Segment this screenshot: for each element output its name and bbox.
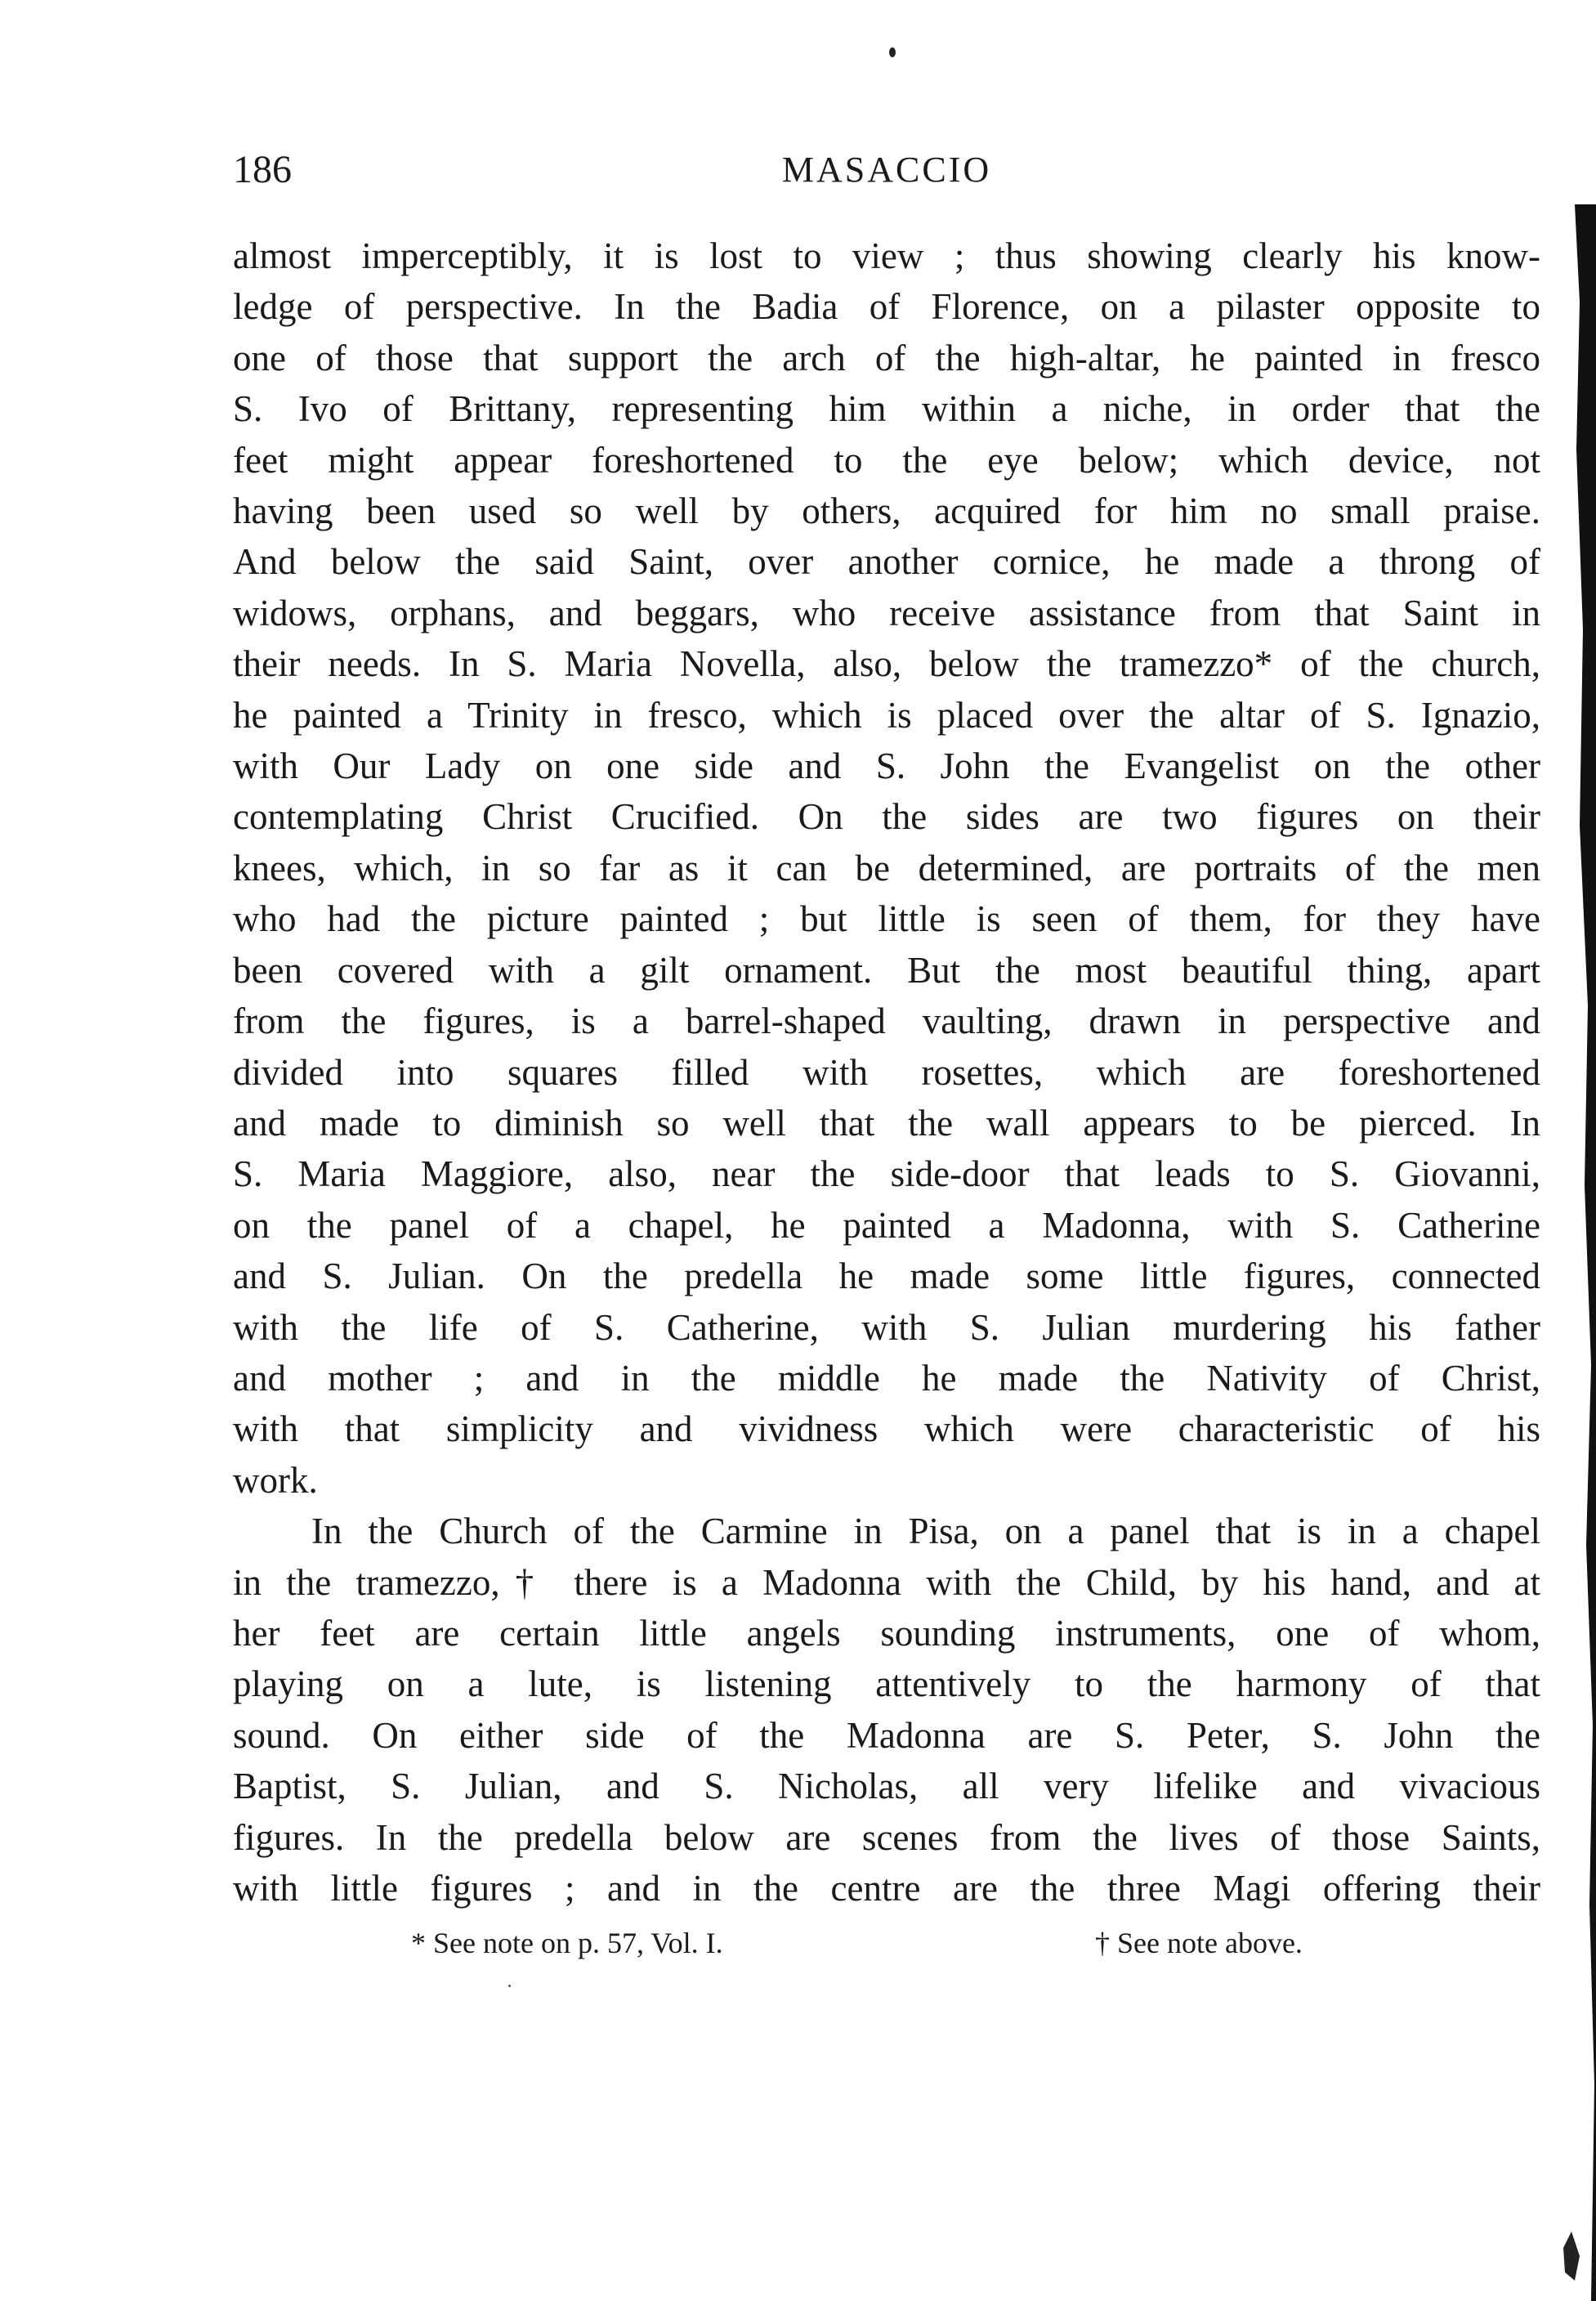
text-line: knees, which, in so far as it can be determined, are portraits of the men bbox=[233, 847, 1540, 889]
paragraph bbox=[233, 1506, 1540, 1914]
text-line: he painted a Trinity in fresco, which is placed over the altar of S. Ignazio, bbox=[233, 694, 1540, 736]
body-text bbox=[233, 231, 1540, 1914]
text-line: feet might appear foreshortened to the eye below; which device, not bbox=[233, 439, 1540, 481]
text-line: having been used so well by others, acquired for him no small praise. bbox=[233, 490, 1540, 532]
text-line: ledge of perspective. In the Badia of Florence, on a pilaster opposite to bbox=[233, 286, 1540, 328]
text-line: with the life of S. Catherine, with S. Julian murdering his father bbox=[233, 1306, 1540, 1348]
text-line: S. Maria Maggiore, also, near the side-door that leads to S. Giovanni, bbox=[233, 1153, 1540, 1195]
running-head bbox=[233, 145, 1540, 195]
text-line: Baptist, S. Julian, and S. Nicholas, all very lifelike and vivacious bbox=[233, 1766, 1540, 1807]
text-line: one of those that support the arch of the high-altar, he painted in fresco bbox=[233, 337, 1540, 378]
ink-speck bbox=[889, 47, 896, 57]
text-line: S. Ivo of Brittany, representing him within a niche, in order that the bbox=[233, 388, 1540, 430]
text-line: on the panel of a chapel, he painted a Madonna, with S. Catherine bbox=[233, 1204, 1540, 1246]
text-line: their needs. In S. Maria Novella, also, below the tramezzo* of the church, bbox=[233, 643, 1540, 685]
text-line: work. bbox=[233, 1459, 318, 1501]
footnotes bbox=[233, 1923, 1540, 1963]
text-line: and made to diminish so well that the wall appears to be pierced. In bbox=[233, 1102, 1540, 1144]
text-line: sound. On either side of the Madonna are S. Peter, S. John the bbox=[233, 1714, 1540, 1756]
text-line: playing on a lute, is listening attentively to the harmony of that bbox=[233, 1663, 1540, 1705]
text-line: widows, orphans, and beggars, who receive assistance from that Saint in bbox=[233, 592, 1540, 633]
text-line: been covered with a gilt ornament. But the most beautiful thing, apart bbox=[233, 949, 1540, 991]
text-line: with little figures ; and in the centre are the three Magi offering their bbox=[233, 1868, 1540, 1909]
text-line: figures. In the predella below are scenes from the lives of those Saints, bbox=[233, 1816, 1540, 1858]
footnote-1: * See note on p. 57, Vol. I. bbox=[411, 1927, 723, 1959]
text-line: contemplating Christ Crucified. On the sides are two figures on their bbox=[233, 796, 1540, 838]
running-title: MASACCIO bbox=[781, 150, 992, 190]
footnote-2: † See note above. bbox=[1095, 1927, 1303, 1959]
text-line: who had the picture painted ; but little is seen of them, for they have bbox=[233, 898, 1540, 940]
text-line: In the Church of the Carmine in Pisa, on a panel that is in a chapel bbox=[311, 1511, 1540, 1552]
page-edge-shadow bbox=[1547, 204, 1596, 2301]
page-number: 186 bbox=[233, 148, 292, 191]
text-line: in the tramezzo,† there is a Madonna with the Child, by his hand, and at bbox=[233, 1561, 1540, 1603]
text-line: and mother ; and in the middle he made the Nativity of Christ, bbox=[233, 1357, 1540, 1399]
text-line: almost imperceptibly, it is lost to view ; thus showing clearly his know- bbox=[233, 235, 1540, 276]
text-line: divided into squares filled with rosettes, which are foreshortened bbox=[233, 1051, 1540, 1093]
text-line: with Our Lady on one side and S. John the Evangelist on the other bbox=[233, 745, 1540, 787]
text-line: and S. Julian. On the predella he made some little figures, connected bbox=[233, 1256, 1540, 1297]
text-line: And below the said Saint, over another cornice, he made a throng of bbox=[233, 541, 1540, 583]
paragraph bbox=[233, 231, 1540, 1506]
ink-speck bbox=[508, 1985, 511, 1987]
text-line: her feet are certain little angels sounding instruments, one of whom, bbox=[233, 1612, 1540, 1654]
text-line: from the figures, is a barrel-shaped vaulting, drawn in perspective and bbox=[233, 1001, 1540, 1042]
text-line: with that simplicity and vividness which were characteristic of his bbox=[233, 1408, 1540, 1450]
